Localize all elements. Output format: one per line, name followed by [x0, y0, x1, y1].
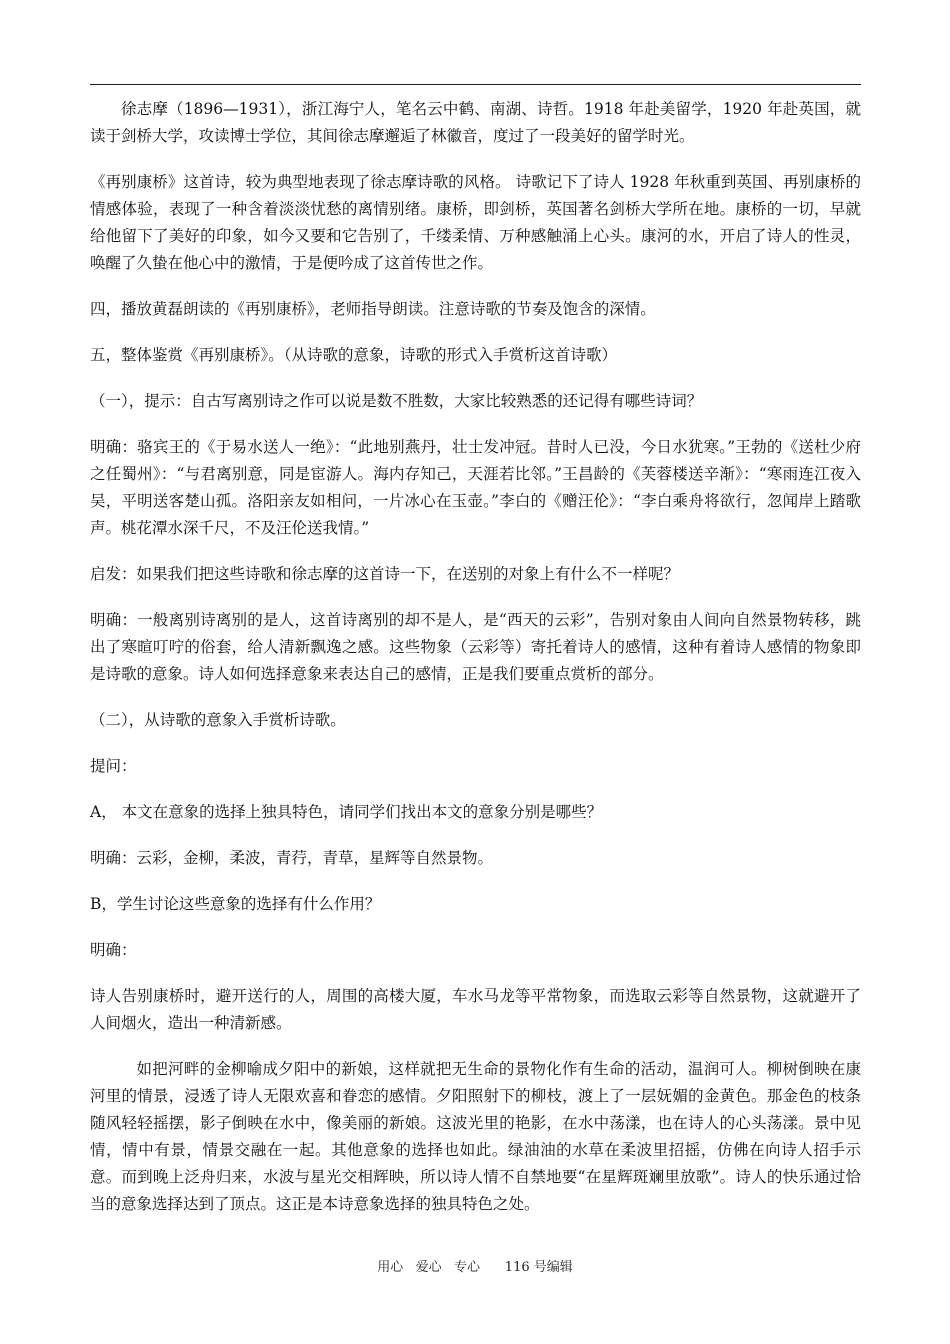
- paragraph-step-four: 四，播放黄磊朗读的《再别康桥》，老师指导朗读。注意诗歌的节奏及饱含的深情。: [90, 300, 656, 318]
- paragraph-answer-b-one: 诗人告别康桥时，避开送行的人，周围的高楼大厦，车水马龙等平常物象，而选取云彩等自然景物，这就避开了人间烟火，造出一种清新感。: [90, 987, 861, 1032]
- paragraph-imagery-explanation: 明确：一般离别诗离别的是人，这首诗离别的却不是人，是“西天的云彩”，告别对象由人间向自然景物转移，跳出了寒暄叮咛的俗套，给人清新飘逸之感。这些物象（云彩等）寄托着诗人的感情，这种有着诗人感情的物象即是诗歌的意象。诗人如何选择意象来表达自己的感情，正是我们要重点赏析的部分。: [90, 611, 861, 683]
- paragraph-poem-intro: 《再别康桥》这首诗，较为典型地表现了徐志摩诗歌的风格。 诗歌记下了诗人 1928 年秋重到英国、再别康桥的情感体验，表现了一种含着淡淡忧愁的离情别绪。康桥，即剑桥，英国著名剑桥大学所在地。康桥的一切，早就给他留下了美好的印象，如今又要和它告别了，千缕柔情、万种感触涌上心头。康河的水，开启了诗人的性灵，唤醒了久蛰在他心中的激情，于是便吟成了这首传世之作。: [90, 173, 861, 272]
- paragraph-author-bio: 徐志摩（1896—1931），浙江海宁人，笔名云中鹤、南湖、诗哲。1918 年赴美留学，1920 年赴英国，就读于剑桥大学，攻读博士学位，其间徐志摩邂逅了林徽音，度过了一段美好的留学时光。: [90, 100, 861, 145]
- paragraph-question-b: B，学生讨论这些意象的选择有什么作用？: [90, 895, 381, 913]
- paragraph-answer-b-label: 明确：: [90, 941, 137, 959]
- paragraph-answer-b-two: 如把河畔的金柳喻成夕阳中的新娘，这样就把无生命的景物化作有生命的活动，温润可人。柳树倒映在康河里的情景，浸透了诗人无限欢喜和眷恋的感情。夕阳照射下的柳枝，渡上了一层妩媚的金黄色。那金色的枝条随风轻轻摇摆，影子倒映在水中，像美丽的新娘。这波光里的艳影，在水中荡漾，也在诗人的心头荡漾。景中见情，情中有景，情景交融在一起。其他意象的选择也如此。绿油油的水草在柔波里招摇，仿佛在向诗人招手示意。而到晚上泛舟归来，水波与星光交相辉映，所以诗人情不自禁地要“在星辉斑斓里放歌”。诗人的快乐通过恰当的意象选择达到了顶点。这正是本诗意象选择的独具特色之处。: [90, 1060, 861, 1213]
- paragraph-question-a: A， 本文在意象的选择上独具特色，请同学们找出本文的意象分别是哪些？: [90, 803, 603, 821]
- paragraph-farewell-poems: 明确：骆宾王的《于易水送人一绝》：“此地别燕丹，壮士发冲冠。昔时人已没，今日水犹寒。”王勃的《送杜少府之任蜀州》：“与君离别意，同是宦游人。海内存知己，天涯若比邻。”王昌龄的《芙蓉楼送辛渐》：“寒雨连江夜入吴，平明送客楚山孤。洛阳亲友如相问，一片冰心在玉壶。”李白的《赠汪伦》：“李白乘舟将欲行，忽闻岸上踏歌声。桃花潭水深千尺，不及汪伦送我情。”: [90, 438, 861, 537]
- paragraph-question-label: 提问：: [90, 757, 137, 775]
- header-rule: [90, 84, 861, 85]
- paragraph-inspiration: 启发：如果我们把这些诗歌和徐志摩的这首诗一下，在送别的对象上有什么不一样呢？: [90, 565, 680, 583]
- paragraph-answer-a: 明确：云彩，金柳，柔波，青荇，青草，星辉等自然景物。: [90, 849, 494, 867]
- paragraph-section-one-prompt: （一），提示：自古写离别诗之作可以说是数不胜数，大家比较熟悉的还记得有哪些诗词？: [90, 392, 703, 410]
- document-body: [90, 96, 861, 1237]
- page-footer: 用心 爱心 专心 116 号编辑: [377, 1260, 573, 1275]
- paragraph-section-two-heading: （二），从诗歌的意象入手赏析诗歌。: [90, 711, 346, 729]
- paragraph-step-five: 五，整体鉴赏《再别康桥》。（从诗歌的意象，诗歌的形式入手赏析这首诗歌）: [90, 346, 618, 364]
